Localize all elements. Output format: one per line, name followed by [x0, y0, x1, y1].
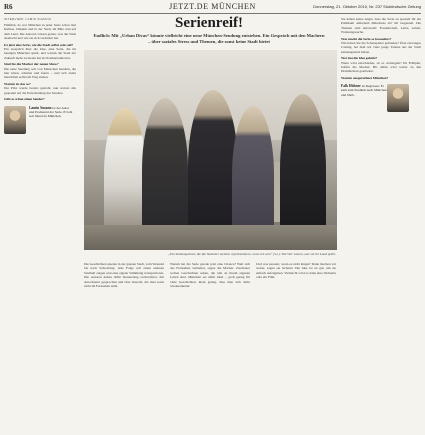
- body-column: [170, 262, 250, 430]
- left-question: Sind Sie die Macher der neuen Show?: [4, 62, 59, 67]
- photo-caption: „Ein Sendungsbuch, die die Stadt der meisten repräsentieren, muss ich sein“ (v.l.): Die Vier wissen, was sie ihr Land spielt.: [168, 252, 336, 256]
- left-column: [4, 17, 76, 432]
- left-paragraph: Fünfmal, da war München in jeder Serie schon mal Kulisse. Daheim und in der Stadt, im Büro und auf dem Land. Die Autoren wissen genau, was die Stadt ausmacht und wie sie sich verändert hat.: [4, 23, 76, 41]
- director-bio: [341, 84, 387, 112]
- page-header: [0, 0, 425, 14]
- group-photo: [84, 50, 337, 250]
- person-figure: [104, 108, 146, 238]
- date-line: Donnerstag, 21. Oktober 2010, Nr. 237 Süddeutsche Zeitung: [313, 4, 421, 9]
- section-title: JETZT.DE MÜNCHEN: [169, 2, 256, 11]
- right-question: Wer hat die Idee gehabt?: [341, 56, 378, 61]
- author-bio: [29, 106, 75, 134]
- page-number: R6: [4, 3, 13, 11]
- headline: Serienreif!: [174, 15, 244, 31]
- director-text: ist Regisseur. Er kam zum Studium nach München und blieb.: [341, 84, 387, 97]
- author-name: Lamin Suzanu: [29, 105, 52, 110]
- director-portrait: [387, 84, 409, 112]
- left-paragraph: Ein Gespräch über die Idee, eine Serie, die im heutigen München spielt, und warum die Stadt der Zukunft mehr zu bieten hat als Postkartenmotive.: [4, 47, 76, 60]
- director-box: [341, 84, 421, 112]
- right-question: Warum ausgerechnet München?: [341, 75, 389, 80]
- body-paragraph: Die Geschichten spielen in der ganzen Stadt, vom Westend bis nach Schwabing. Jede Folge soll einen anderen Stadtteil zeigen und eine eigene Stimmung transportieren. Die Autoren haben dafür monatelang recherchiert, mit Anwohnern gesprochen und Orte besucht, die man sonst nicht im Fernsehen sieht.: [84, 262, 164, 289]
- article-body: [84, 262, 337, 430]
- right-paragraph: Sie haben keine Angst, dass die Serie zu speziell für ein Publikum außerhalb Münchens ist? Im Gegenteil. Die Themen sind universell: Freundschaft, Liebe, Arbeit, Wohnungssuche.: [341, 17, 421, 35]
- person-figure: [142, 98, 188, 243]
- body-column: [84, 262, 164, 430]
- body-paragraph: Warum hat die Serie gerade jetzt eine Chance? Weil sich das Fernsehen verändert, sagen die Macher. Zuschauer wollen Geschichten sehen, die nah an ihrem eigenen Leben sind. München sei dafür ideal – groß genug für viele Geschichten, klein genug, dass man sich darin wiedererkennt.: [170, 262, 250, 289]
- left-question: Gibt es schon einen Sender?: [4, 97, 45, 102]
- right-question: Was macht die Serie so besonders?: [341, 36, 392, 41]
- body-paragraph: Und was passiert, wenn es nicht klappt? Dann machen wir weiter, sagen sie lachend. Die Idee ist zu gut, um sie einfach aufzugeben. Vielleicht wird es dann eine Webserie oder ein Film.: [256, 262, 336, 280]
- body-column: [256, 262, 336, 430]
- photo-floor: [84, 225, 337, 250]
- byline: INTERVIEW: LAMIN SUZANU: [4, 17, 52, 21]
- author-box: [4, 106, 76, 134]
- subheadline: Endlich: Mit „Urban Divas“ könnte vielleicht eine neue München-Sendung entstehen. Ein Gespräch mit den Machern – über soziales Stress und Themen, die sonst keine Stadt bietet: [93, 33, 325, 44]
- left-question: Ist jetzt eine Serie, wie die Stadt selbst sein soll?: [4, 42, 74, 47]
- right-paragraph: Wann wird entschieden, ob es weitergeht? Im Frühjahr, hoffen die Macher. Bis dahin wird weiter an den Drehbüchern gearbeitet.: [341, 60, 421, 74]
- author-portrait: [4, 106, 26, 134]
- director-name: Falk Hübner: [341, 84, 361, 89]
- left-paragraph: Die neue Sendung soll von Menschen handeln, die hier leben, arbeiten und feiern – und sich dabei manchmal selbst im Weg stehen.: [4, 66, 76, 80]
- left-question: Warum ist das so?: [4, 81, 31, 86]
- person-figure: [188, 90, 238, 245]
- person-figure: [232, 106, 274, 244]
- left-paragraph: Der Pilot wurde bereits gedreht, nun warten alle gespannt auf die Entscheidung des Senders.: [4, 86, 76, 95]
- author-text: ist der Autor und Produzent der Serie. Er lebt seit Jahren in München.: [29, 105, 73, 118]
- header-rule: [4, 13, 421, 14]
- right-paragraph: Wie haben Sie die Schauspieler gefunden? Über ein langes Casting, bei dem wir viele junge Talente aus der Stadt kennengelernt haben.: [341, 41, 421, 54]
- person-figure: [280, 94, 326, 244]
- right-column: [341, 17, 421, 432]
